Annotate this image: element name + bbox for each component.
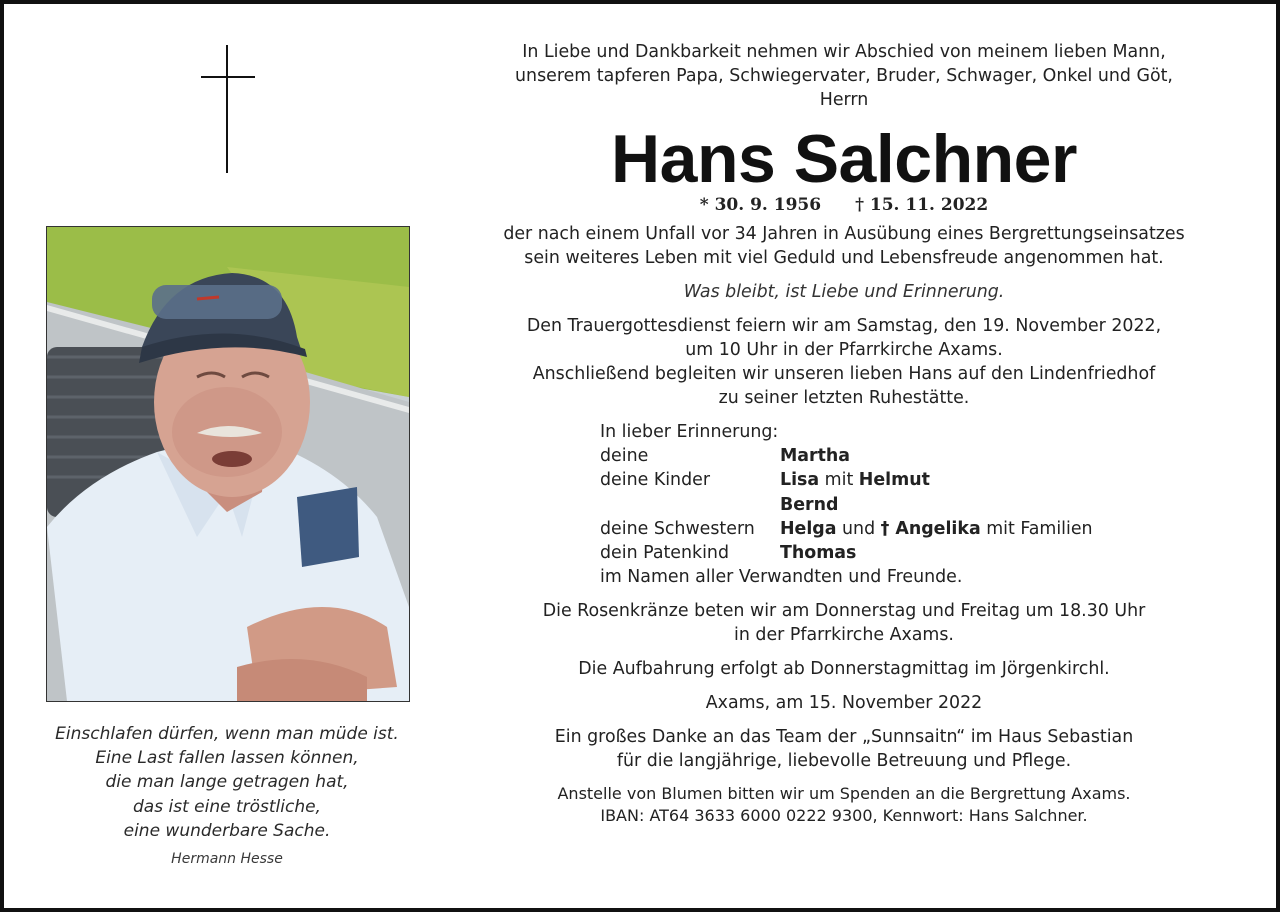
poem-line: eine wunderbare Sache.: [123, 820, 331, 841]
service-line: um 10 Uhr in der Pfarrkirche Axams.: [685, 340, 1003, 360]
portrait-photo: [46, 226, 410, 702]
intro-line: In Liebe und Dankbarkeit nehmen wir Abschied von meinem lieben Mann,: [522, 42, 1166, 62]
birth-date: * 30. 9. 1956: [699, 195, 822, 215]
mourner-row: [600, 468, 1233, 492]
deceased-name: Hans Salchner: [611, 121, 1077, 197]
mourner-connector: mit Familien: [980, 518, 1093, 539]
rosary-line: Die Rosenkränze beten wir am Donnerstag und Freitag um 18.30 Uhr: [542, 601, 1146, 622]
notice-text: [455, 40, 1233, 827]
poem-line: Einschlafen dürfen, wenn man müde ist.: [55, 724, 399, 744]
mourner-row: [600, 444, 1233, 468]
thanks-line: Ein großes Danke an das Team der „Sunnsaitn“ im Haus Sebastian: [554, 727, 1134, 748]
poem-line: die man lange getragen hat,: [105, 772, 349, 793]
mourner-names: [780, 468, 930, 492]
thanks-line: für die langjährige, liebevolle Betreuung und Pflege.: [616, 751, 1072, 772]
rosary: [455, 599, 1233, 647]
service-line: Den Trauergottesdienst feiern wir am Samstag, den 19. November 2022,: [526, 316, 1162, 336]
mourner-connector: mit: [819, 470, 859, 491]
service-line: zu seiner letzten Ruhestätte.: [718, 388, 970, 408]
death-date: † 15. 11. 2022: [855, 195, 989, 215]
mourner-names: [780, 444, 850, 468]
bio: [455, 222, 1233, 270]
life-dates: [455, 194, 1233, 216]
mourner-name: Helga: [780, 518, 837, 539]
mourner-relation: deine: [600, 446, 649, 467]
rosary-line: in der Pfarrkirche Axams.: [734, 625, 954, 646]
mourner-relation: dein Patenkind: [600, 543, 729, 564]
mourner-name: Martha: [780, 446, 851, 467]
mourner-name: Lisa: [780, 470, 820, 491]
donations: [455, 783, 1233, 827]
thanks: [455, 725, 1233, 773]
quote: Was bleibt, ist Liebe und Erinnerung.: [683, 282, 1005, 302]
mourner-row: [600, 541, 1233, 565]
mourner-connector: und: [836, 518, 881, 539]
place-date: Axams, am 15. November 2022: [705, 693, 983, 714]
mourners-closing: im Namen aller Verwandten und Freunde.: [600, 567, 963, 588]
mourner-name: † Angelika: [880, 518, 981, 539]
mourner-name: Thomas: [780, 543, 857, 564]
service: [455, 314, 1233, 410]
mourner-relation: deine Schwestern: [600, 518, 755, 539]
mourner-relation: [600, 493, 780, 517]
poem-author: Hermann Hesse: [171, 851, 283, 868]
mourner-row: [600, 517, 1233, 541]
service-line: Anschließend begleiten wir unseren lieben Hans auf den Lindenfriedhof: [532, 364, 1156, 384]
donation-line: Anstelle von Blumen bitten wir um Spenden an die Bergrettung Axams.: [557, 784, 1131, 804]
mourners-heading: In lieber Erinnerung:: [600, 422, 779, 442]
mourner-names: [780, 517, 1093, 541]
poem-line: das ist eine tröstliche,: [133, 796, 321, 817]
intro-line: Herrn: [819, 90, 869, 110]
bio-line: der nach einem Unfall vor 34 Jahren in Ausübung eines Bergrettungseinsatzes: [503, 224, 1185, 244]
bio-line: sein weiteres Leben mit viel Geduld und Lebensfreude angenommen hat.: [524, 248, 1164, 268]
poem: [20, 722, 434, 871]
mourner-relation: deine Kinder: [600, 470, 710, 491]
mourners-list: [600, 420, 1233, 589]
intro-line: unserem tapferen Papa, Schwiegervater, Bruder, Schwager, Onkel und Göt,: [515, 66, 1173, 86]
mourner-name: Helmut: [858, 470, 930, 491]
donation-line: IBAN: AT64 3633 6000 0222 9300, Kennwort: Hans Salchner.: [600, 806, 1088, 826]
mourner-names: [780, 541, 856, 565]
mourner-name: Bernd: [780, 494, 839, 515]
viewing: Die Aufbahrung erfolgt ab Donnerstagmittag im Jörgenkirchl.: [578, 659, 1110, 680]
mourner-names: [780, 493, 838, 517]
mourner-row: [600, 493, 1233, 517]
poem-line: Eine Last fallen lassen können,: [95, 748, 359, 769]
